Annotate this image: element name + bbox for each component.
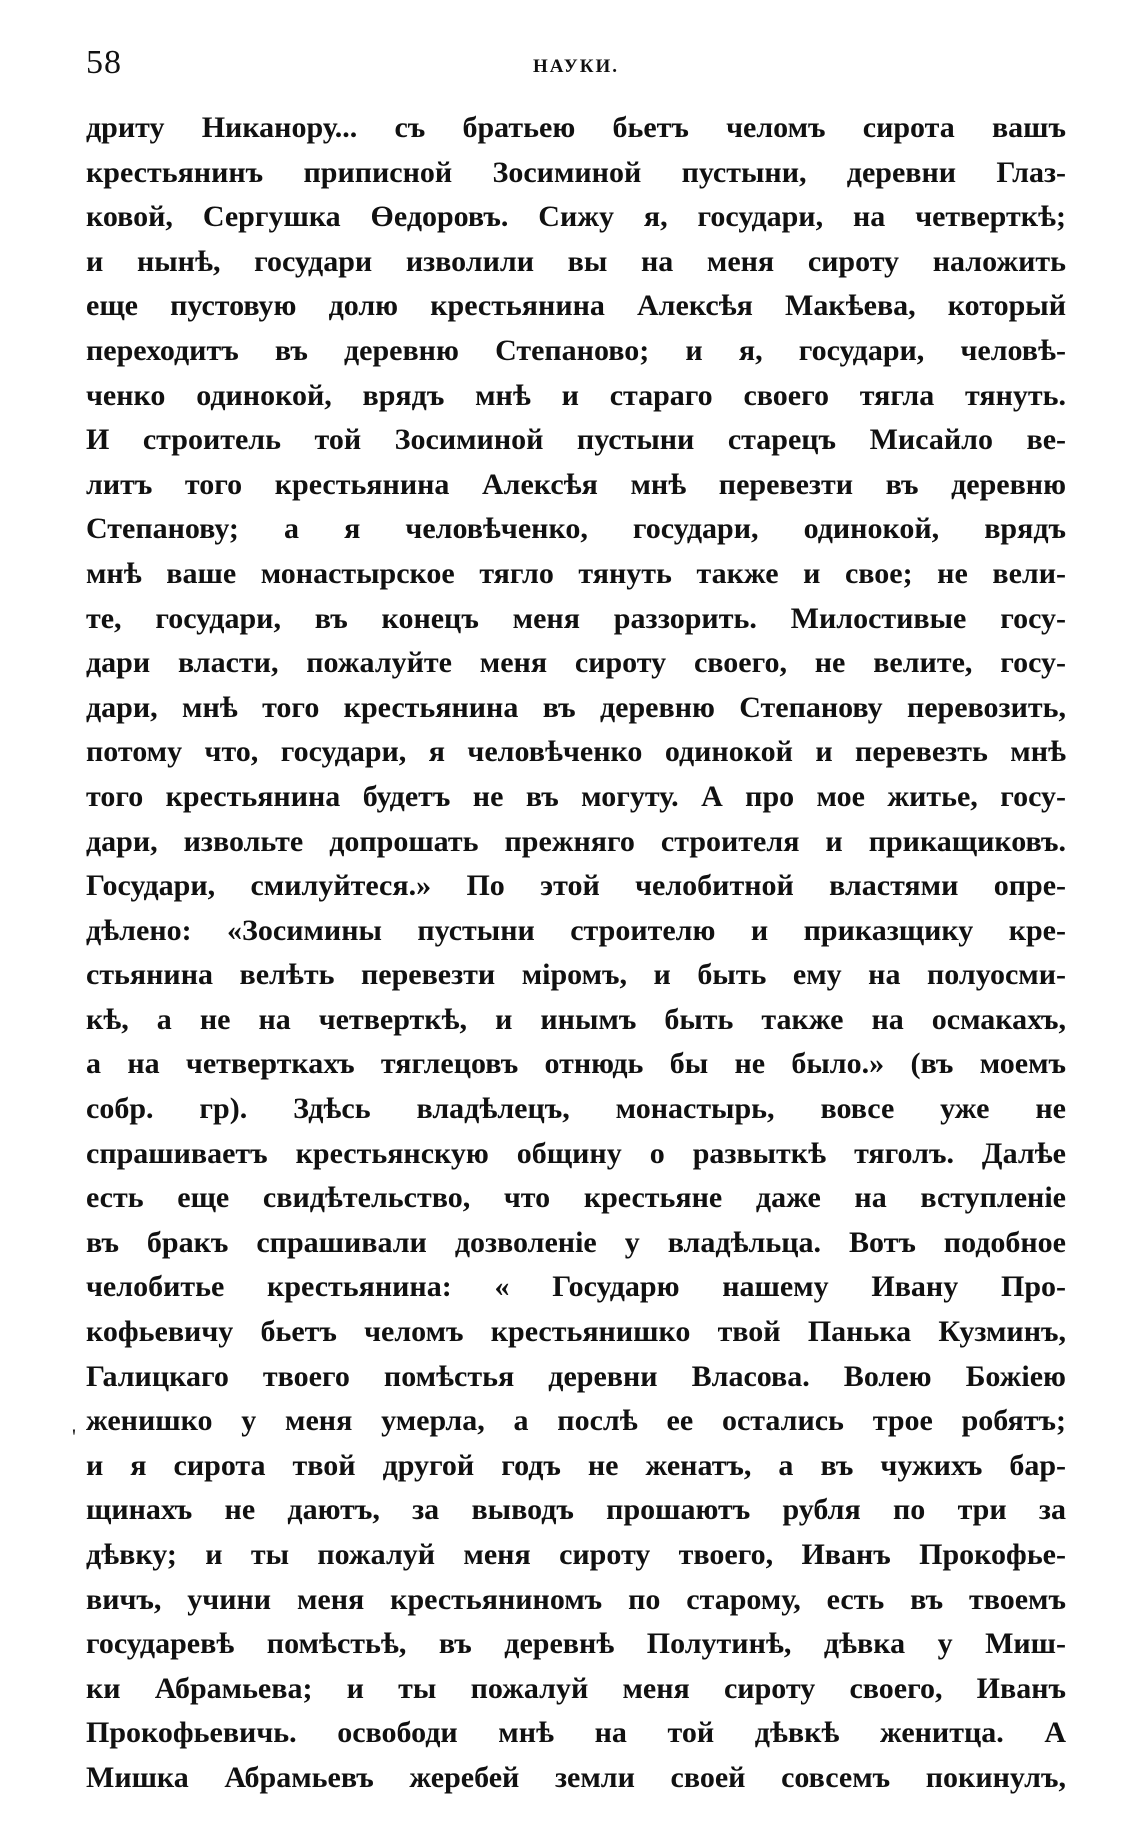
text-line: челобитье крестьянина: « Государю нашему Ивану Про- [86, 1270, 1066, 1304]
text-line: а на четверткахъ тяглецовъ отнюдь бы не было.» (въ моемъ [86, 1047, 1066, 1081]
text-line: мнѣ ваше монастырское тягло тянуть также и свое; не вели- [86, 556, 1066, 590]
text-line: ки Абрамьева; и ты пожалуй меня сироту своего, Иванъ [86, 1671, 1066, 1705]
text-line: государевѣ помѣстьѣ, въ деревнѣ Полутинѣ, дѣвка у Миш- [86, 1627, 1066, 1661]
text-line: еще пустовую долю крестьянина Алексѣя Макѣева, который [86, 289, 1066, 323]
text-line: дѣлено: «Зосимины пустыни строителю и приказщику кре- [86, 913, 1066, 947]
text-line: дари, мнѣ того крестьянина въ деревню Степанову перевозить, [86, 690, 1066, 724]
page-header [86, 40, 1066, 88]
running-title: НАУКИ. [532, 56, 620, 77]
text-line: Государи, смилуйтеся.» По этой челобитной властями опре- [86, 869, 1066, 903]
text-line: кофьевичу бьетъ челомъ крестьянишко твой Панька Кузминъ, [86, 1315, 1066, 1349]
text-line: И строитель той Зосиминой пустыни старецъ Мисайло ве- [86, 423, 1066, 457]
text-line: есть еще свидѣтельство, что крестьяне даже на вступленіе [86, 1181, 1066, 1215]
text-line: кѣ, а не на четверткѣ, и инымъ быть также на осмакахъ, [86, 1002, 1066, 1036]
margin-mark: ' [72, 1424, 76, 1449]
text-line: Мишка Абрамьевъ жеребей земли своей совсемъ покинулъ, [86, 1760, 1066, 1794]
body-text [86, 106, 1066, 1801]
text-line: собр. гр). Здѣсь владѣлецъ, монастырь, вовсе уже не [86, 1092, 1066, 1126]
text-line: дриту Никанору... съ братьею бьетъ челомъ сирота вашъ [86, 111, 1066, 144]
text-line: и нынѣ, государи изволили вы на меня сироту наложить [86, 244, 1066, 278]
book-page [72, 40, 1066, 1794]
text-line: Степанову; а я человѣченко, государи, одинокой, врядъ [86, 512, 1066, 546]
text-line: Галицкаго твоего помѣстья деревни Власова. Волею Божіею [86, 1359, 1066, 1393]
text-line: крестьянинъ приписной Зосиминой пустыни, деревни Глаз- [86, 155, 1066, 189]
text-line: дари, извольте допрошать прежняго строителя и прикащиковъ. [86, 824, 1066, 858]
text-line: въ бракъ спрашивали дозволеніе у владѣльца. Вотъ подобное [86, 1225, 1066, 1259]
text-line: того крестьянина будетъ не въ могуту. А про мое житье, госу- [86, 779, 1066, 813]
text-line: Прокофьевичь. освободи мнѣ на той дѣвкѣ женитца. А [86, 1716, 1066, 1750]
text-line: ковой, Сергушка Өедоровъ. Сижу я, государи, на четверткѣ; [86, 200, 1066, 234]
text-line: те, государи, въ конецъ меня раззорить. Милостивые госу- [86, 601, 1066, 635]
page-number: 58 [86, 44, 122, 81]
text-line: стьянина велѣть перевезти міромъ, и быть ему на полуосми- [86, 958, 1066, 992]
text-line: переходитъ въ деревню Степаново; и я, государи, человѣ- [86, 333, 1066, 367]
text-line: спрашиваетъ крестьянскую общину о развыткѣ тяголъ. Далѣе [86, 1136, 1066, 1170]
text-line: потому что, государи, я человѣченко одинокой и перевезть мнѣ [86, 735, 1066, 769]
text-line: женишко у меня умерла, а послѣ ее остались трое робятъ; [86, 1404, 1066, 1438]
text-line: литъ того крестьянина Алексѣя мнѣ перевезти въ деревню [86, 467, 1066, 501]
text-line: и я сирота твой другой годъ не женатъ, а въ чужихъ бар- [86, 1448, 1066, 1482]
text-line: щинахъ не даютъ, за выводъ прошаютъ рубля по три за [86, 1493, 1066, 1527]
text-line: вичъ, учини меня крестьяниномъ по старому, есть въ твоемъ [86, 1582, 1066, 1616]
text-line: ченко одинокой, врядъ мнѣ и стараго своего тягла тянуть. [86, 378, 1066, 412]
text-line: дари власти, пожалуйте меня сироту своего, не велите, госу- [86, 646, 1066, 680]
text-line: дѣвку; и ты пожалуй меня сироту твоего, Иванъ Прокофье- [86, 1538, 1066, 1571]
